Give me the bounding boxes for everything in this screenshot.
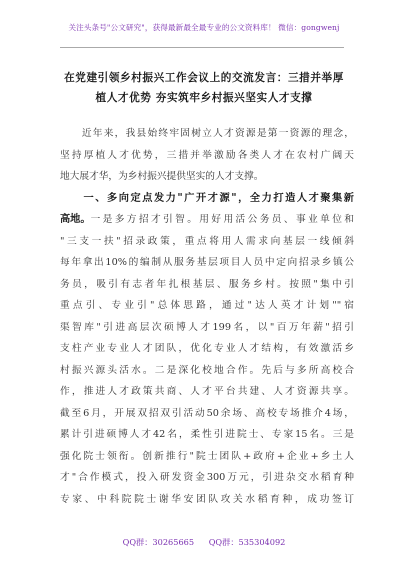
section-1-line: 强化院士领衔。创新推行"院士团队+政府+企业+乡土人 — [60, 450, 354, 462]
section-1-line: 重点引、专业引"总体思路，通过"达人英才计划""宿 — [60, 300, 354, 311]
footer-qq-group-2: QQ群：535304092 — [208, 537, 286, 547]
header-divider — [60, 47, 344, 48]
section-1-line: "三支一扶"招录政策，重点将用人需求向基层一线倾斜 — [60, 235, 354, 247]
section-1-line: 才"合作模式，投入研发资金300万元，引进杂交水稻育种 — [60, 472, 354, 483]
section-1 — [60, 188, 354, 511]
section-1-line: 专家、中科院院士谢华安团队攻关水稻育种，成功签订 — [60, 493, 354, 505]
section-1-line: 支柱产业专业人才团队，优化专业人才结构，有效激活乡 — [60, 343, 354, 354]
section-1-heading: 一、多向定点发力"广开才源"，全力打造人才聚集新 — [60, 192, 354, 204]
section-1-line: 村振兴源头活水。二是深化校地合作。先后与多所高校合 — [60, 364, 354, 376]
section-1-text: 一是多方招才引智。用好用活公务员、事业单位和 — [90, 214, 354, 225]
section-1-line: 务员，吸引有志者年扎根基层、服务乡村。按照"集中引 — [60, 278, 354, 290]
title-line-1: 在党建引领乡村振兴工作会议上的交流发言：三措并举厚 — [64, 72, 344, 84]
footer-qq-group-1: QQ群：30265665 — [122, 537, 195, 547]
section-1-line: 渠智库"引进高层次硕博人才199名，以"百万年薪"招引 — [60, 321, 354, 333]
intro-line: 近年来，我县始终牢固树立人才资源是第一资源的理念， — [60, 128, 354, 139]
document-title — [60, 68, 348, 108]
document-body — [60, 123, 354, 510]
section-1-line: 截至6月，开展双招双引活动50余场、高校专场推介4场， — [60, 407, 354, 419]
title-line-2: 植人才优势 夯实筑牢乡村振兴坚实人才支撑 — [95, 92, 313, 104]
intro-line: 坚持厚植人才优势，三措并举激励各类人才在农村广阔天 — [60, 149, 354, 161]
footer-contact — [0, 537, 408, 548]
section-1-line: 作，推进人才政策共商、人才平台共建、人才资源共享。 — [60, 386, 354, 397]
intro-line: 地大展才华，为乡村振兴提供坚实的人才支撑。 — [60, 171, 264, 182]
section-1-first-line — [60, 209, 354, 231]
intro-paragraph — [60, 123, 354, 188]
section-1-heading-tail: 高地。 — [60, 214, 91, 225]
header-banner: 关注头条号"公文研究"，获得最新最全最专业的公文资料库！ 微信：gongwenj — [68, 23, 340, 32]
section-1-line: 每年拿出10%的编制从服务基层项目人员中定向招录乡镇公 — [60, 257, 354, 268]
section-1-line: 累计引进硕博人才42名，柔性引进院士、专家15名。三是 — [60, 429, 354, 440]
